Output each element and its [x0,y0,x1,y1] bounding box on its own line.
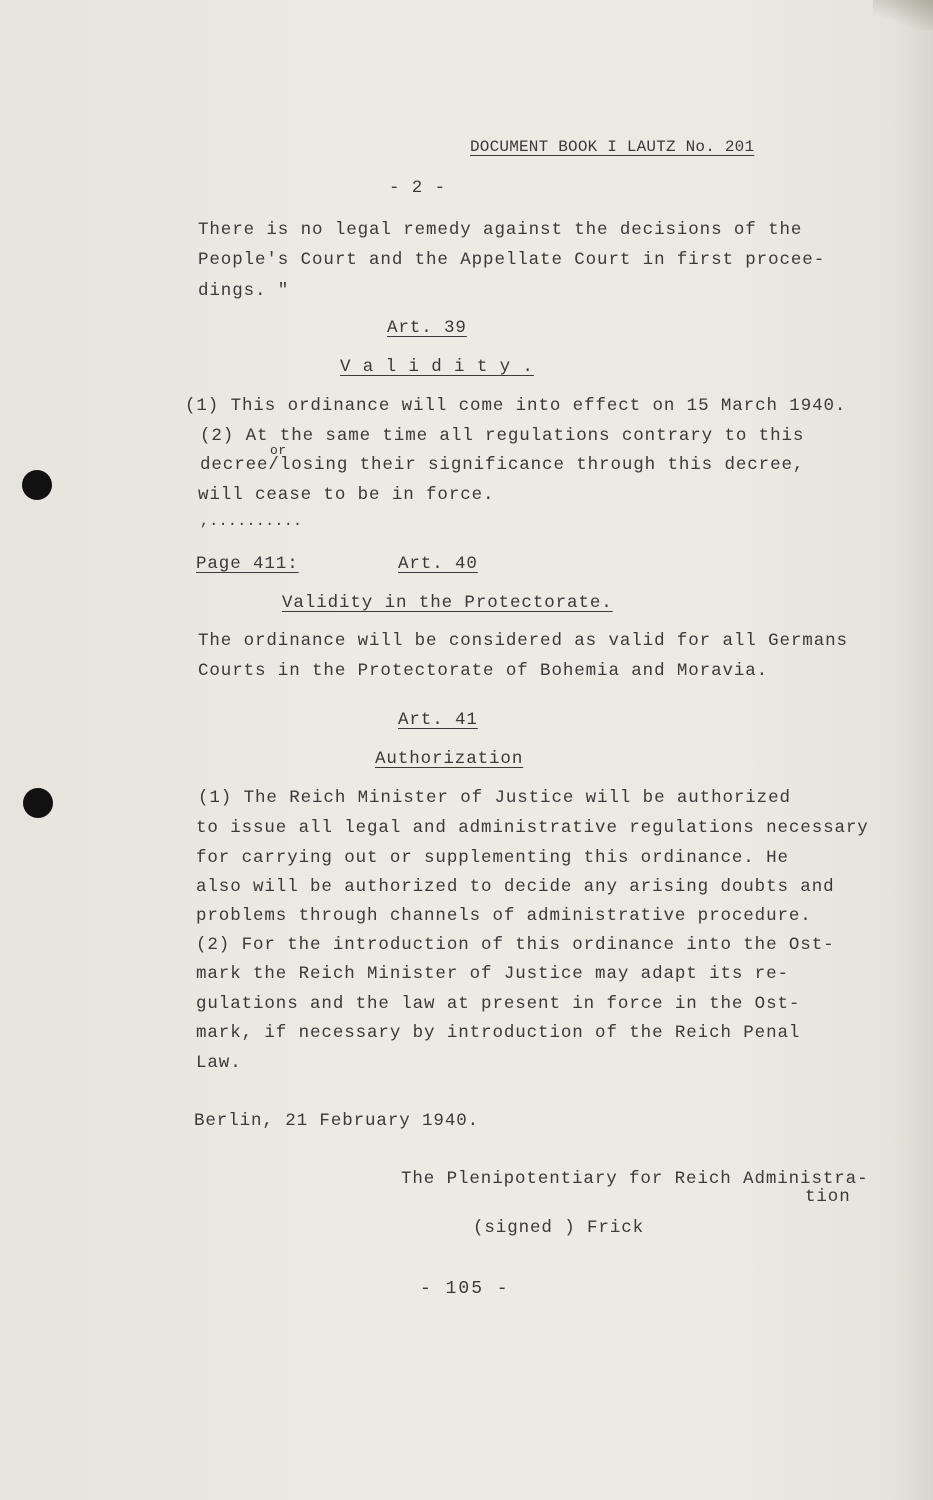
art41-line: (1) The Reich Minister of Justice will be authorized [198,788,791,808]
page-marker: - 2 - [389,178,447,198]
signature: (signed ) Frick [473,1218,645,1238]
art41-line: mark, if necessary by introduction of the Reich Penal [196,1023,801,1043]
art41-line: problems through channels of administrative procedure. [196,906,812,926]
intro-line-2: People's Court and the Appellate Court in first procee- [198,250,826,270]
art41-line: Law. [196,1053,242,1073]
page-edge-shadow [893,0,933,1500]
document-reference: DOCUMENT BOOK I LAUTZ No. 201 [470,138,755,156]
place-and-date: Berlin, 21 February 1940. [194,1111,480,1131]
art40-line-2: Courts in the Protectorate of Bohemia and Moravia. [198,661,769,681]
art41-line: gulations and the law at present in force in the Ost- [196,994,801,1014]
page-number: - 105 - [420,1279,510,1299]
signer-title-line-1: The Plenipotentiary for Reich Administra- [401,1169,869,1189]
intro-line-1: There is no legal remedy against the decisions of the [198,220,803,240]
intro-line-3: dings. " [198,281,290,301]
art40-heading: Art. 40 [398,554,478,574]
art41-line: (2) For the introduction of this ordinance into the Ost- [196,935,835,955]
art39-paragraph-2-line-1: (2) At the same time all regulations contrary to this [200,426,805,446]
punch-hole-top [22,470,52,500]
art40-title: Validity in the Protectorate. [282,593,613,613]
page-reference: Page 411: [196,554,299,574]
ellipsis-dots: ,.......... [200,513,303,530]
art41-line: for carrying out or supplementing this ordinance. He [196,848,789,868]
page-corner-shadow [873,0,933,30]
art41-heading: Art. 41 [398,710,478,730]
art41-line: also will be authorized to decide any arising doubts and [196,877,835,897]
art41-title: Authorization [375,749,524,769]
art39-heading: Art. 39 [387,318,467,338]
art39-title: V a l i d i t y . [340,357,534,377]
art39-paragraph-2-line-2: decree/losing their significance through this decree, [200,455,805,475]
punch-hole-bottom [23,788,53,818]
signer-title-line-2: tion [805,1187,851,1207]
art39-insertion-or: or [270,443,287,458]
art41-line: to issue all legal and administrative regulations necessary [196,818,869,838]
art41-line: mark the Reich Minister of Justice may adapt its re- [196,964,789,984]
art39-paragraph-2-line-3: will cease to be in force. [198,485,495,505]
art40-line-1: The ordinance will be considered as valid for all Germans [198,631,848,651]
art39-paragraph-1: (1) This ordinance will come into effect on 15 March 1940. [185,396,847,416]
